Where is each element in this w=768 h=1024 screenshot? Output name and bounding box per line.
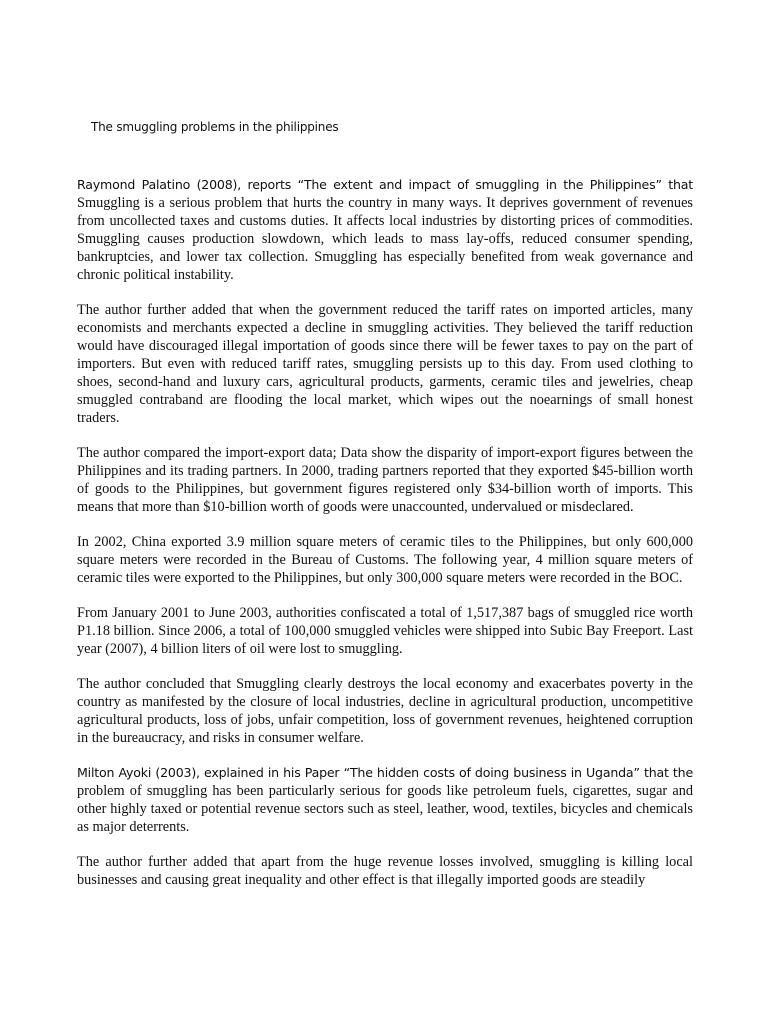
paragraph-conclusion [77,675,693,747]
paragraph-palatino-intro [77,176,693,284]
paragraph-revenue-losses [77,853,693,889]
paragraph-text: The author further added that apart from the huge revenue losses involved, smuggling is killing local businesses and causing great inequality and other effect is that illegally imported goods are steadily [77,854,693,888]
paragraph-confiscations [77,604,693,658]
paragraph-ceramic-tiles [77,533,693,587]
paragraph-lead-text: Milton Ayoki (2003), explained in his Paper “The hidden costs of doing business in Uganda” that the [77,765,693,780]
paragraph-tariff-reduction [77,301,693,427]
paragraph-text: The author concluded that Smuggling clearly destroys the local economy and exacerbates poverty in the country as manifested by the closure of local industries, decline in agricultural production, uncompetitive agricultural products, loss of jobs, unfair competition, loss of government revenues, heightened corruption in the bureaucracy, and risks in consumer welfare. [77,676,693,746]
paragraph-ayoki-intro [77,764,693,836]
paragraph-text: In 2002, China exported 3.9 million square meters of ceramic tiles to the Philippines, but only 600,000 square meters were recorded in the Bureau of Customs. The following year, 4 million square meters of ceramic tiles were exported to the Philippines, but only 300,000 square meters were recorded in the BOC. [77,534,693,586]
page-title: The smuggling problems in the philippines [91,120,339,134]
paragraph-text: From January 2001 to June 2003, authorities confiscated a total of 1,517,387 bags of smuggled rice worth P1.18 billion. Since 2006, a total of 100,000 smuggled vehicles were shipped into Subic Bay Freeport. Last year (2007), 4 billion liters of oil were lost to smuggling. [77,605,693,657]
paragraph-lead-text: Raymond Palatino (2008), reports “The extent and impact of smuggling in the Philippines” that [77,177,693,192]
paragraph-text: problem of smuggling has been particularly serious for goods like petroleum fuels, cigarettes, sugar and other highly taxed or potential revenue sectors such as steel, leather, wood, textiles, bicycles and chemicals as major deterrents. [77,783,693,835]
paragraph-text: The author compared the import-export data; Data show the disparity of import-export figures between the Philippines and its trading partners. In 2000, trading partners reported that they exported $45-billion worth of goods to the Philippines, but government figures registered only $34-billion worth of imports. This means that more than $10-billion worth of goods were unaccounted, undervalued or misdeclared. [77,445,693,515]
paragraph-text: Smuggling is a serious problem that hurts the country in many ways. It deprives government of revenues from uncollected taxes and customs duties. It affects local industries by distorting prices of commodities. Smuggling causes production slowdown, which leads to mass lay-offs, reduced consumer spending, bankruptcies, and lower tax collection. Smuggling has especially benefited from weak governance and chronic political instability. [77,195,693,283]
paragraph-text: The author further added that when the government reduced the tariff rates on imported articles, many economists and merchants expected a decline in smuggling activities. They believed the tariff reduction would have discouraged illegal importation of goods since there will be fewer taxes to pay on the part of importers. But even with reduced tariff rates, smuggling persists up to this day. From used clothing to shoes, second-hand and luxury cars, agricultural products, garments, ceramic tiles and jewelries, cheap smuggled contraband are flooding the local market, which wipes out the noearnings of small honest traders. [77,302,693,426]
paragraph-import-export-data [77,444,693,516]
document-body [77,176,693,906]
